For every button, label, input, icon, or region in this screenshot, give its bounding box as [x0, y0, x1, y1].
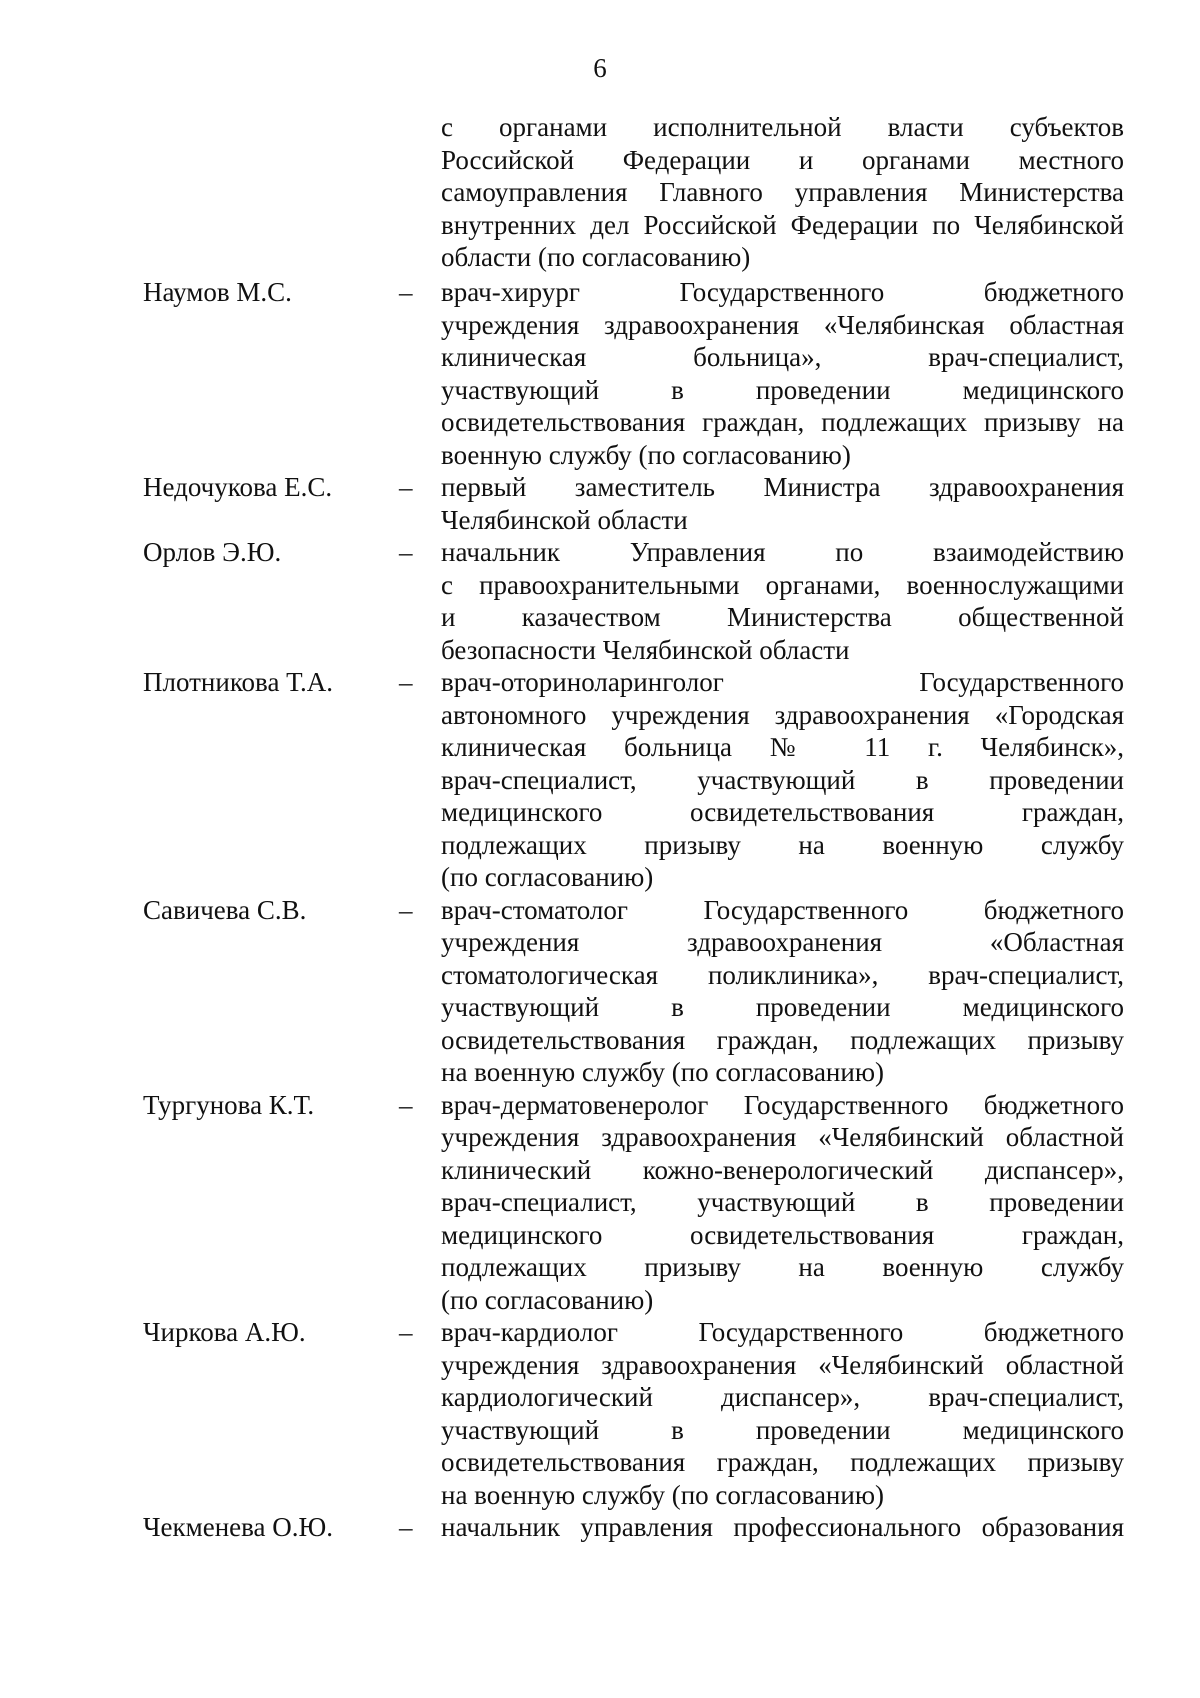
dash-separator: –: [399, 537, 413, 567]
description-line: стоматологическая поликлиника», врач-специалист,: [441, 959, 1124, 990]
description-line: Российской Федерации и органами местного: [441, 144, 1124, 175]
description-line: на военную службу (по согласованию): [441, 1479, 884, 1510]
description-line: военную службу (по согласованию): [441, 439, 851, 470]
description-line: подлежащих призыву на военную службу: [441, 829, 1124, 860]
description-line: автономного учреждения здравоохранения «Городская: [441, 699, 1124, 730]
description-line: врач-хирург Государственного бюджетного: [441, 277, 1124, 307]
description-line: с органами исполнительной власти субъектов: [441, 112, 1124, 142]
description-line: самоуправления Главного управления Министерства: [441, 177, 1124, 207]
description-line: безопасности Челябинской области: [441, 634, 850, 665]
member-name: Тургунова К.Т.: [143, 1089, 315, 1120]
member-entry: [143, 1089, 1124, 1317]
member-name: Орлов Э.Ю.: [143, 537, 282, 567]
dash-separator: –: [399, 667, 413, 697]
description-line: начальник Управления по взаимодействию: [441, 537, 1124, 567]
dash-separator: –: [399, 472, 413, 502]
member-position: [441, 894, 1124, 1089]
description-line: (по согласованию): [441, 1284, 654, 1315]
member-position: [441, 276, 1124, 471]
description-line: с правоохранительными органами, военнослужащими: [441, 569, 1124, 600]
dash-separator: –: [399, 1512, 413, 1542]
member-entry: [143, 471, 1124, 536]
description-line: клиническая больница», врач-специалист,: [441, 342, 1124, 372]
description-line: учреждения здравоохранения «Челябинская областная: [441, 309, 1124, 340]
dash-separator: –: [399, 277, 413, 307]
description-line: учреждения здравоохранения «Челябинский областной: [441, 1122, 1124, 1152]
member-position: [441, 666, 1124, 894]
member-position: [441, 536, 1124, 666]
member-position: [441, 471, 1124, 536]
member-name: Плотникова Т.А.: [143, 667, 333, 697]
dash-separator: –: [399, 894, 413, 925]
member-name: Наумов М.С.: [143, 277, 292, 307]
member-entry: [143, 276, 1124, 471]
description-line: освидетельствования граждан, подлежащих призыву: [441, 1024, 1124, 1055]
description-line: учреждения здравоохранения «Областная: [441, 927, 1124, 957]
description-line: врач-стоматолог Государственного бюджетного: [441, 894, 1124, 925]
member-entry: [143, 1511, 1124, 1544]
description-line: участвующий в проведении медицинского: [441, 992, 1124, 1022]
description-line: врач-дерматовенеролог Государственного бюджетного: [441, 1089, 1124, 1120]
page-number: 6: [593, 53, 607, 83]
description-line: первый заместитель Министра здравоохранения: [441, 472, 1124, 502]
dash-separator: –: [399, 1089, 413, 1120]
description-line: участвующий в проведении медицинского: [441, 1414, 1124, 1445]
description-line: кардиологический диспансер», врач-специалист,: [441, 1382, 1124, 1412]
member-name: Чекменева О.Ю.: [143, 1512, 334, 1542]
member-list: [143, 276, 1124, 1544]
description-line: освидетельствования граждан, подлежащих призыву на: [441, 407, 1124, 437]
member-entry: [143, 536, 1124, 666]
member-position: [441, 1511, 1124, 1544]
description-line: Челябинской области: [441, 504, 688, 535]
description-line: врач-специалист, участвующий в проведении: [441, 1187, 1124, 1217]
description-line: области (по согласованию): [441, 242, 751, 272]
description-line: клиническая больница № 11 г. Челябинск»,: [441, 732, 1124, 762]
description-line: на военную службу (по согласованию): [441, 1057, 884, 1087]
member-entry: [143, 1316, 1124, 1511]
description-line: освидетельствования граждан, подлежащих призыву: [441, 1447, 1124, 1477]
description-line: учреждения здравоохранения «Челябинский областной: [441, 1349, 1124, 1380]
description-line: внутренних дел Российской Федерации по Челябинской: [441, 209, 1124, 240]
description-line: начальник управления профессионального образования: [441, 1512, 1124, 1542]
continued-description: [441, 111, 1124, 274]
description-line: врач-специалист, участвующий в проведении: [441, 764, 1124, 795]
description-line: врач-оториноларинголог Государственного: [441, 667, 1124, 697]
member-position: [441, 1316, 1124, 1511]
description-line: подлежащих призыву на военную службу: [441, 1252, 1124, 1282]
description-line: и казачеством Министерства общественной: [441, 602, 1124, 632]
member-name: Недочукова Е.С.: [143, 472, 333, 502]
description-line: клинический кожно-венерологический диспансер»,: [441, 1154, 1124, 1185]
member-name: Савичева С.В.: [143, 894, 307, 925]
dash-separator: –: [399, 1317, 413, 1347]
member-entry: [143, 666, 1124, 894]
description-line: (по согласованию): [441, 862, 654, 892]
description-line: участвующий в проведении медицинского: [441, 374, 1124, 405]
description-line: врач-кардиолог Государственного бюджетного: [441, 1317, 1124, 1347]
member-position: [441, 1089, 1124, 1317]
member-entry: [143, 894, 1124, 1089]
member-name: Чиркова А.Ю.: [143, 1317, 306, 1347]
description-line: медицинского освидетельствования граждан,: [441, 797, 1124, 827]
description-line: медицинского освидетельствования граждан,: [441, 1219, 1124, 1250]
